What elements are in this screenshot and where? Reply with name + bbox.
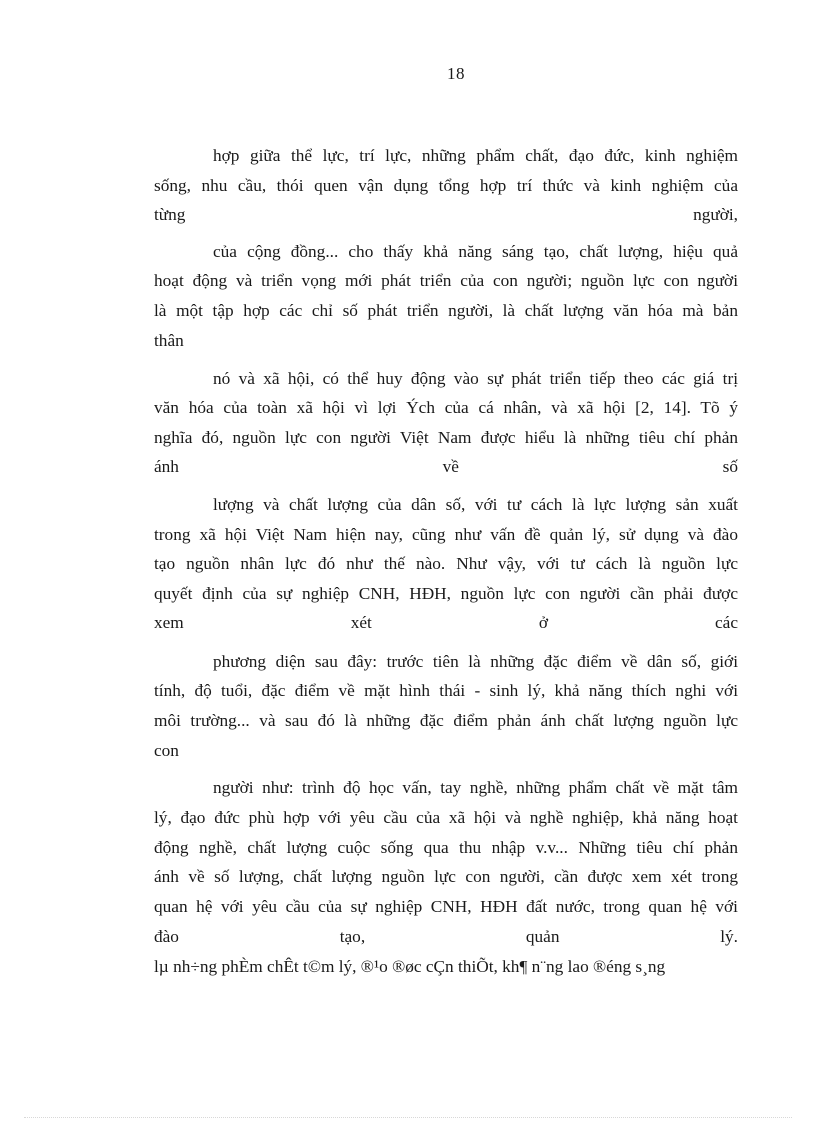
text-line: trong xã hội Việt Nam hiện nay, cũng như vấn đề quản lý, sử dụng và đào xyxy=(154,525,738,544)
text-line: ánh về số lượng, chất lượng nguồn lực con người, cần được xem xét trong xyxy=(154,867,738,886)
text-line: phương diện sau đây: trước tiên là những đặc điểm về dân số, giới xyxy=(213,652,738,671)
text-line: lý, đạo đức phù hợp với yêu cầu của xã hội và nghề nghiệp, khả năng hoạt xyxy=(154,808,738,827)
page-number: 18 xyxy=(447,64,465,83)
text-line: là một tập hợp các chỉ số phát triển người, là chất lượng văn hóa mà bản xyxy=(154,301,738,320)
text-line: động nghề, chất lượng cuộc sống qua thu nhập v.v... Những tiêu chí phản xyxy=(154,838,738,857)
text-line: văn hóa của toàn xã hội vì lợi Ých của cá nhân, và xã hội [2, 14]. Tõ ý xyxy=(154,398,738,417)
text-line: tạo nguồn nhân lực đó như thế nào. Như vậy, với tư cách là nguồn lực xyxy=(154,554,738,573)
text-line: người như: trình độ học vấn, tay nghề, những phẩm chất về mặt tâm xyxy=(213,778,738,797)
text-line: xem xét ở các xyxy=(154,613,738,632)
text-line: tính, độ tuổi, đặc điểm về mặt hình thái - sinh lý, khả năng thích nghi với xyxy=(154,681,738,700)
text-line: lµ nh÷ng phÈm chÊt t©m lý, ®¹o ®øc cÇn thiÕt, kh¶ n¨ng lao ®éng s¸ng xyxy=(154,957,666,976)
text-line: thân xyxy=(154,331,184,350)
text-line: hoạt động và triển vọng mới phát triển của con người; nguồn lực con người xyxy=(154,271,738,290)
text-line: nghĩa đó, nguồn lực con người Việt Nam được hiểu là những tiêu chí phản xyxy=(154,428,738,447)
text-line: của cộng đồng... cho thấy khả năng sáng tạo, chất lượng, hiệu quả xyxy=(213,242,738,261)
text-line: quan hệ với yêu cầu của sự nghiệp CNH, HĐH đất nước, trong quan hệ với xyxy=(154,897,738,916)
text-line: môi trường... và sau đó là những đặc điểm phản ánh chất lượng nguồn lực xyxy=(154,711,738,730)
text-line: lượng và chất lượng của dân số, với tư cách là lực lượng sản xuất xyxy=(213,495,738,514)
text-line: sống, nhu cầu, thói quen vận dụng tổng hợp trí thức và kinh nghiệm của xyxy=(154,176,738,195)
text-line: nó và xã hội, có thể huy động vào sự phát triển tiếp theo các giá trị xyxy=(213,369,738,388)
text-line: ánh về số xyxy=(154,457,738,476)
page-bottom-divider xyxy=(24,1117,792,1118)
text-line: quyết định của sự nghiệp CNH, HĐH, nguồn lực con người cần phải được xyxy=(154,584,738,603)
text-line: hợp giữa thể lực, trí lực, những phẩm chất, đạo đức, kinh nghiệm xyxy=(213,146,738,165)
text-line: đào tạo, quản lý. xyxy=(154,927,738,946)
text-line: con xyxy=(154,741,179,760)
text-line: từng người, xyxy=(154,205,738,224)
